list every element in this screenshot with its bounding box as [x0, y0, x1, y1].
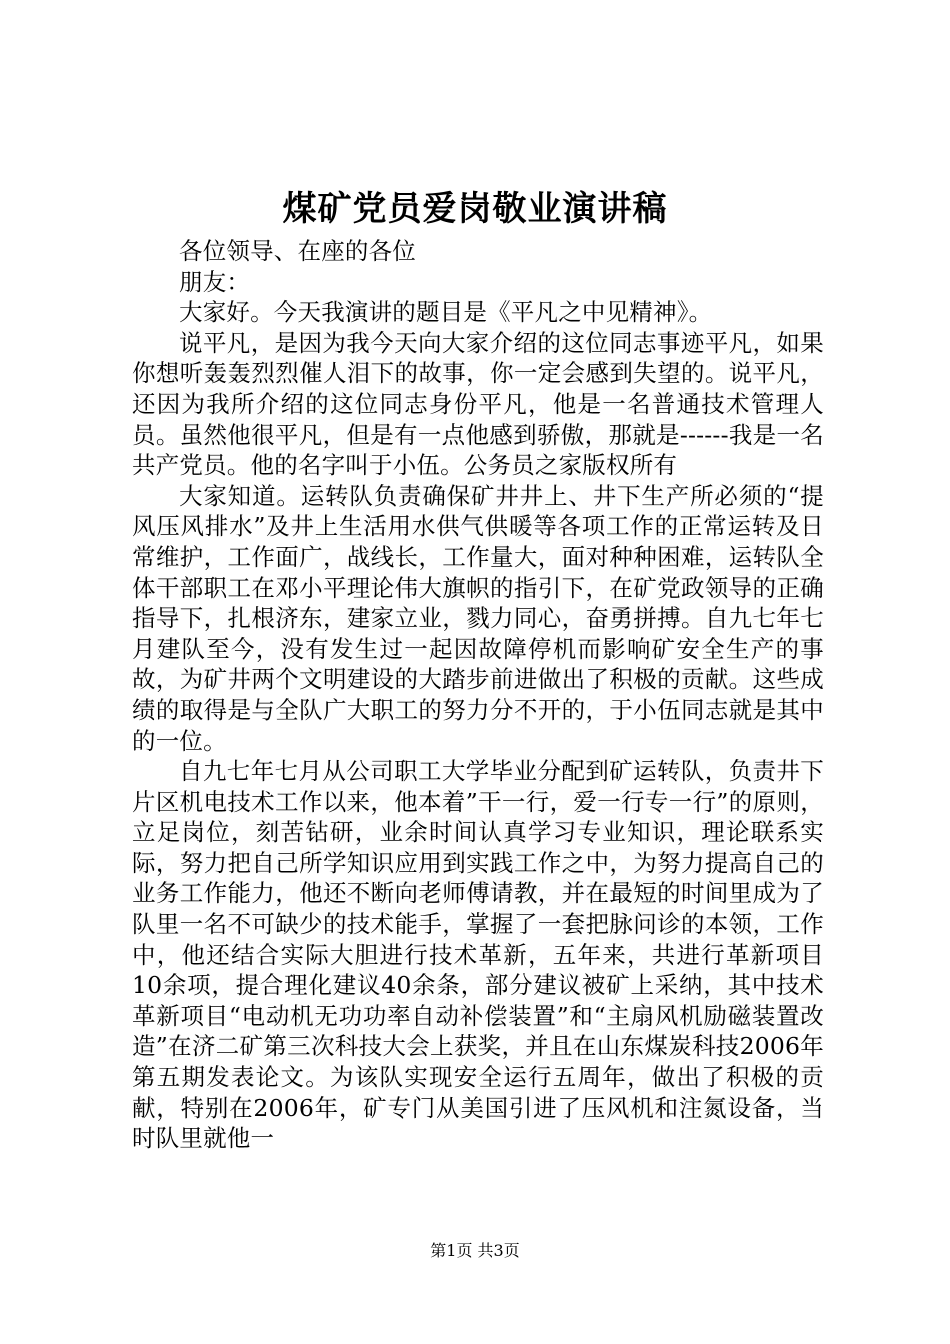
salutation-line-1: 各位领导、在座的各位 — [179, 237, 416, 265]
document-title: 煤矿党员爱岗敬业演讲稿 — [282, 189, 668, 229]
salutation-line-2: 朋友： — [179, 267, 251, 296]
body-paragraph: 说平凡，是因为我今天向大家介绍的这位同志事迹平凡，如果你想听轰轰烈烈催人泪下的故事，你一定会感到失望的。说平凡，还因为我所介绍的这位同志身份平凡，他是一名普通技术管理人员。虽然他很平凡，但是有一点他感到骄傲，那就是------我是一名共产党员。他的名字叫于小伍。公务员之家版权所有 — [132, 328, 824, 480]
body-paragraph: 大家知道。运转队负责确保矿井井上、井下生产所必须的“提风压风排水”及井上生活用水供气供暖等各项工作的正常运转及日常维护，工作面广，战线长，工作量大，面对种种困难，运转队全体干部职工在邓小平理论伟大旗帜的指引下，在矿党政领导的正确指导下，扎根济东，建家立业，戮力同心，奋勇拼搏。自九七年七月建队至今，没有发生过一起因故障停机而影响矿安全生产的事故，为矿井两个文明建设的大踏步前进做出了积极的贡献。这些成绩的取得是与全队广大职工的努力分不开的，于小伍同志就是其中的一位。 — [132, 481, 824, 755]
page-number-footer: 第1页 共3页 — [430, 1241, 520, 1260]
document-body — [132, 236, 824, 1154]
body-paragraph: 自九七年七月从公司职工大学毕业分配到矿运转队，负责井下片区机电技术工作以来，他本着”干一行，爱一行专一行”的原则，立足岗位，刻苦钻研，业余时间认真学习专业知识，理论联系实际，努力把自己所学知识应用到实践工作之中，为努力提高自己的业务工作能力，他还不断向老师傅请教，并在最短的时间里成为了队里一名不可缺少的技术能手，掌握了一套把脉问诊的本领，工作中，他还结合实际大胆进行技术革新，五年来，共进行革新项目10余项，提合理化建议40余条，部分建议被矿上采纳，其中技术革新项目“电动机无功功率自动补偿装置”和“主扇风机励磁装置改造”在济二矿第三次科技大会上获奖，并且在山东煤炭科技2006年第五期发表论文。为该队实现安全运行五周年，做出了积极的贡献，特别在2006年，矿专门从美国引进了压风机和注氮设备，当时队里就他一 — [132, 757, 824, 1153]
greeting-paragraph: 大家好。今天我演讲的题目是《平凡之中见精神》。 — [179, 298, 713, 327]
